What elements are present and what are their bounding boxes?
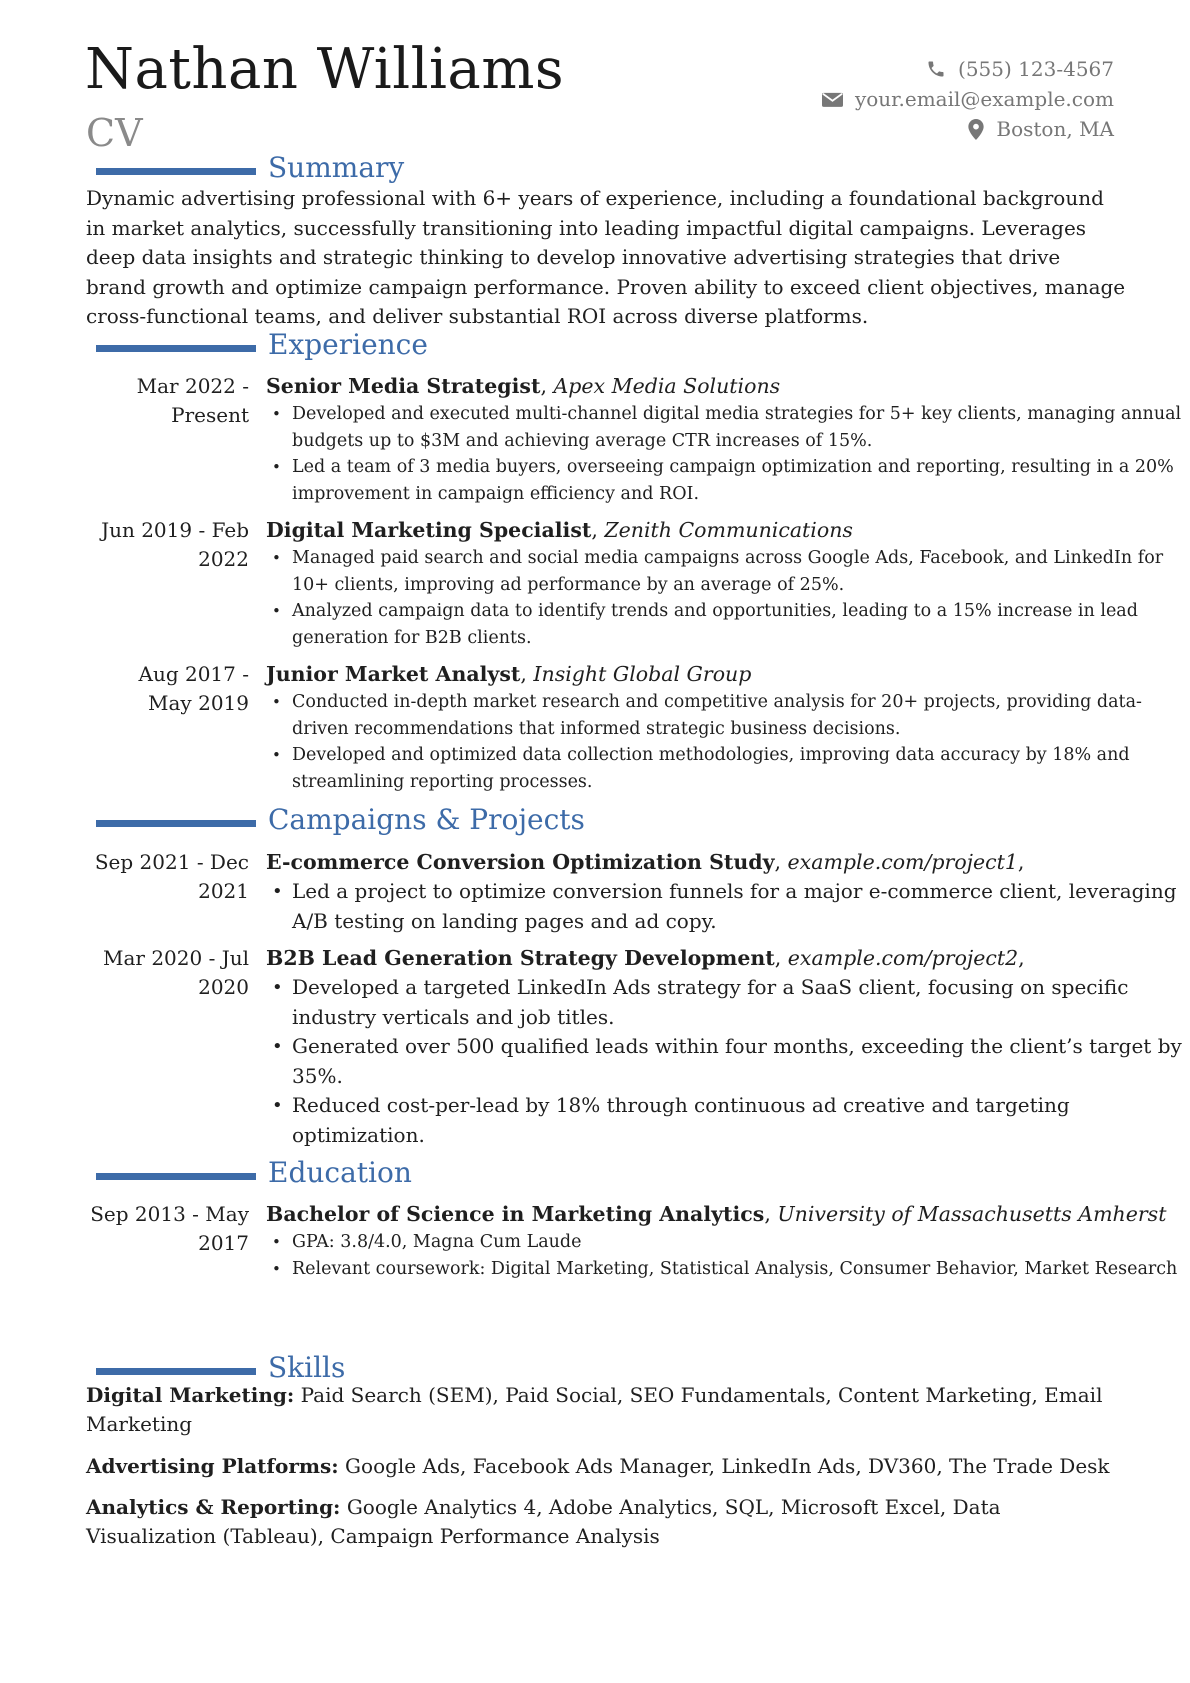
section-header-summary	[96, 151, 405, 184]
section-header-projects	[96, 803, 585, 836]
job-role: Senior Media Strategist	[266, 374, 541, 398]
entry-date: Sep 2013 - May 2017	[90, 1202, 249, 1255]
entry-title: Junior Market Analyst, Insight Global Group	[266, 662, 752, 686]
list-item: • Led a project to optimize conversion funnels for a major e-commerce client, leveraging A/B testing on landing pages and ad copy.	[266, 877, 1190, 936]
bullet-list	[266, 545, 1190, 651]
school-name: University of Massachusetts Amherst	[777, 1202, 1167, 1226]
project-link[interactable]: example.com/project2	[787, 946, 1019, 970]
list-item: • Relevant coursework: Digital Marketing, Statistical Analysis, Consumer Behavior, Market Research	[266, 1256, 1190, 1283]
section-header-education	[96, 1156, 412, 1189]
contact-phone-row	[822, 54, 1114, 84]
experience-entry	[86, 372, 1182, 507]
entry-title: Bachelor of Science in Marketing Analytics, University of Massachusetts Amherst	[266, 1202, 1167, 1226]
skill-values: Google Ads, Facebook Ads Manager, LinkedIn Ads, DV360, The Trade Desk	[345, 1454, 1110, 1478]
contact-location-row	[822, 114, 1114, 144]
skill-line	[86, 1493, 1126, 1551]
job-organization: Apex Media Solutions	[553, 374, 781, 398]
job-organization: Insight Global Group	[533, 662, 752, 686]
section-divider-bar	[96, 1368, 256, 1375]
bullet-list	[266, 973, 1190, 1150]
contact-block	[822, 54, 1114, 144]
section-title-education: Education	[268, 1156, 412, 1189]
list-item: • Developed and executed multi-channel digital media strategies for 5+ key clients, managing annual budgets up to $3M and achieving average CTR increases of 15%.	[266, 401, 1190, 454]
bullet-list	[266, 689, 1190, 795]
section-header-skills	[96, 1351, 346, 1384]
entry-date: Mar 2022 - Present	[136, 374, 249, 427]
project-link[interactable]: example.com/project1	[787, 850, 1018, 874]
list-item: • Led a team of 3 media buyers, overseeing campaign optimization and reporting, resulting in a 20% improvement in campaign efficiency and ROI.	[266, 454, 1190, 507]
document-subtitle: CV	[86, 111, 143, 155]
entry-date: Sep 2021 - Dec 2021	[94, 850, 249, 903]
list-item: • Developed and optimized data collection methodologies, improving data accuracy by 18% and streamlining reporting processes.	[266, 742, 1190, 795]
list-item: • GPA: 3.8/4.0, Magna Cum Laude	[266, 1229, 1190, 1256]
section-divider-bar	[96, 1173, 256, 1180]
project-name: B2B Lead Generation Strategy Development	[266, 946, 775, 970]
job-role: Digital Marketing Specialist	[266, 518, 592, 542]
bullet-list	[266, 1229, 1190, 1282]
project-entry	[86, 848, 1177, 936]
skill-category: Advertising Platforms:	[86, 1454, 339, 1478]
skill-line	[86, 1381, 1126, 1439]
section-divider-bar	[96, 168, 256, 175]
list-item: • Managed paid search and social media campaigns across Google Ads, Facebook, and LinkedIn for 10+ clients, improving ad performance by an average of 25%.	[266, 545, 1190, 598]
phone-icon	[926, 59, 946, 79]
summary-text: Dynamic advertising professional with 6+ years of experience, including a foundational background in market analytics, successfully transitioning into leading impactful digital campaigns. Leverages deep data insights and strategic thinking to develop innovative advertising strategies that drive brand growth and optimize campaign performance. Proven ability to exceed client objectives, manage cross-functional teams, and deliver substantial ROI across diverse platforms.	[86, 186, 1126, 328]
entry-date: Jun 2019 - Feb 2022	[101, 518, 249, 571]
education-entry	[86, 1200, 1178, 1282]
skill-line	[86, 1452, 1126, 1481]
job-organization: Zenith Communications	[604, 518, 853, 542]
experience-entry	[86, 516, 1164, 651]
list-item: • Developed a targeted LinkedIn Ads strategy for a SaaS client, focusing on specific industry verticals and job titles.	[266, 973, 1190, 1032]
entry-title: Senior Media Strategist, Apex Media Solutions	[266, 374, 781, 398]
section-divider-bar	[96, 820, 256, 827]
list-item: • Generated over 500 qualified leads within four months, exceeding the client’s target by 35%.	[266, 1032, 1190, 1091]
contact-phone: (555) 123-4567	[958, 57, 1114, 81]
envelope-icon	[822, 91, 843, 107]
map-pin-icon	[968, 119, 984, 140]
project-entry	[86, 944, 1182, 1150]
list-item: • Analyzed campaign data to identify trends and opportunities, leading to a 15% increase in lead generation for B2B clients.	[266, 598, 1190, 651]
contact-location: Boston, MA	[996, 117, 1114, 141]
job-role: Junior Market Analyst	[266, 662, 521, 686]
entry-title: E-commerce Conversion Optimization Study, example.com/project1,	[266, 850, 1025, 874]
project-name: E-commerce Conversion Optimization Study	[266, 850, 775, 874]
list-item: • Reduced cost-per-lead by 18% through continuous ad creative and targeting optimization.	[266, 1091, 1190, 1150]
section-divider-bar	[96, 345, 256, 352]
section-title-projects: Campaigns & Projects	[268, 803, 585, 836]
entry-title: B2B Lead Generation Strategy Development, example.com/project2,	[266, 946, 1025, 970]
section-title-experience: Experience	[268, 328, 428, 361]
bullet-list	[266, 401, 1190, 507]
contact-email-row	[822, 84, 1114, 114]
section-title-skills: Skills	[268, 1351, 346, 1384]
contact-email[interactable]: your.email@example.com	[854, 87, 1114, 111]
section-title-summary: Summary	[268, 151, 405, 184]
skill-category: Digital Marketing:	[86, 1383, 295, 1407]
skill-values: Paid Search (SEM), Paid Social, SEO Fundamentals, Content Marketing, Email Marketing	[86, 1383, 1103, 1436]
entry-date: Aug 2017 - May 2019	[138, 662, 249, 715]
entry-date: Mar 2020 - Jul 2020	[103, 946, 249, 999]
skill-category: Analytics & Reporting:	[86, 1495, 341, 1519]
candidate-name: Nathan Williams	[85, 37, 565, 102]
bullet-list	[266, 877, 1190, 936]
degree-name: Bachelor of Science in Marketing Analytics	[266, 1202, 765, 1226]
section-header-experience	[96, 328, 428, 361]
experience-entry	[86, 660, 1142, 795]
skill-values: Google Analytics 4, Adobe Analytics, SQL, Microsoft Excel, Data Visualization (Tableau), Campaign Performance Analysis	[86, 1495, 1001, 1548]
list-item: • Conducted in-depth market research and competitive analysis for 20+ projects, providing data-driven recommendations that informed strategic business decisions.	[266, 689, 1190, 742]
entry-title: Digital Marketing Specialist, Zenith Communications	[266, 518, 853, 542]
